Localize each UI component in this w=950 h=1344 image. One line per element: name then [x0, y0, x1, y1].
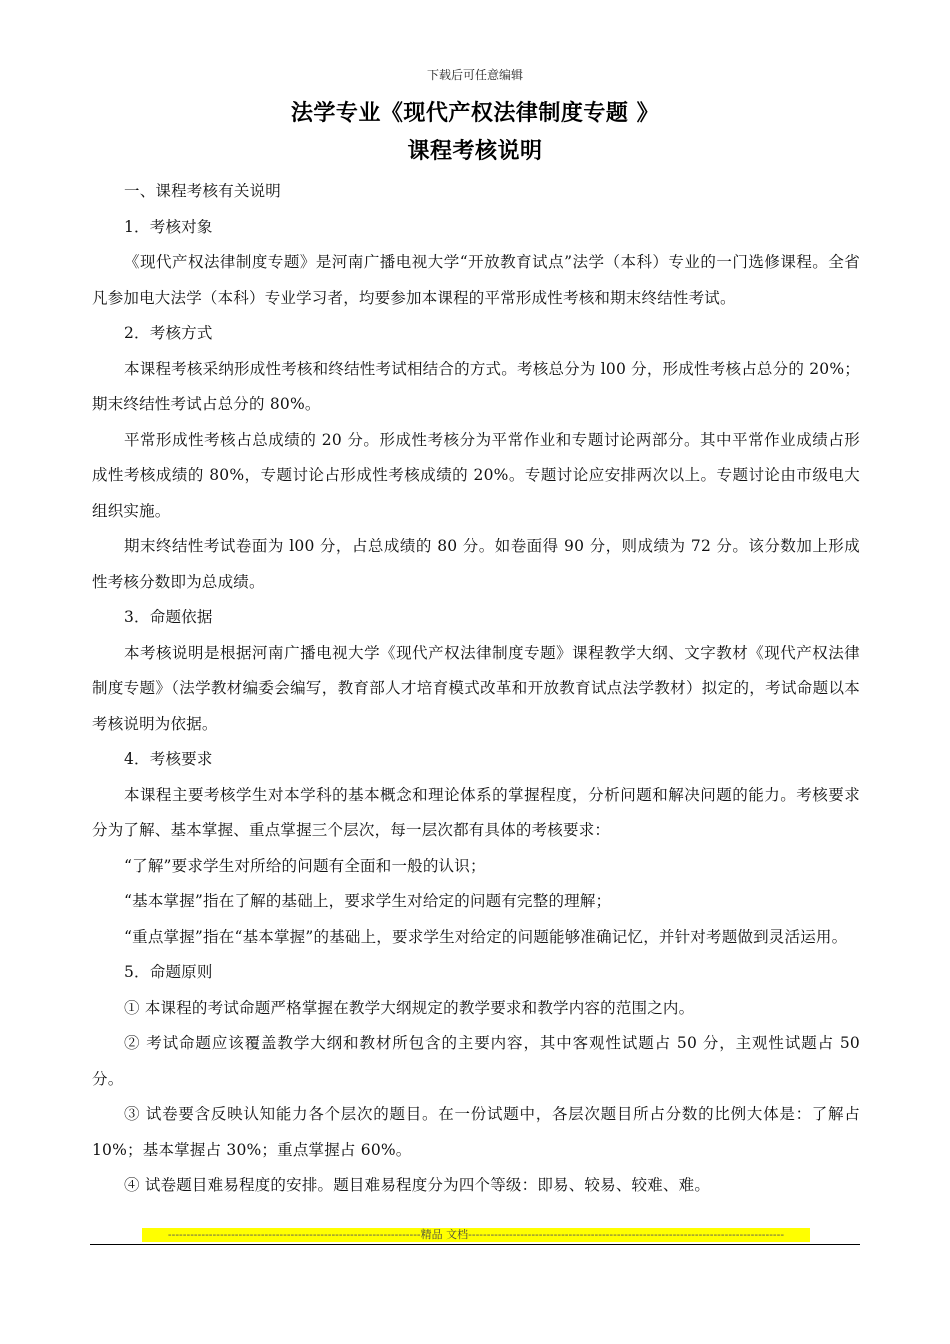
paragraph: “了解”要求学生对所给的问题有全面和一般的认识； — [124, 856, 486, 875]
paragraph: 《现代产权法律制度专题》是河南广播电视大学“开放教育试点”法学（本科）专业的一门选修课程。全省凡参加电大法学（本科）专业学习者，均要参加本课程的平常形成性考核和期末终结性考试。 — [92, 253, 860, 307]
subsection-heading: 5．命题原则 — [124, 963, 213, 981]
footer-rule — [90, 1244, 860, 1245]
subsection-heading: 4．考核要求 — [124, 750, 213, 768]
footer-dashes-left: -------------------------------------------------------------------- — [167, 1228, 421, 1241]
list-item: ③ 试卷要含反映认知能力各个层次的题目。在一份试题中，各层次题目所占分数的比例大体是：了解占 10%；基本掌握占 30%；重点掌握占 60%。 — [92, 1105, 860, 1159]
list-item: ① 本课程的考试命题严格掌握在教学大纲规定的教学要求和教学内容的范围之内。 — [124, 998, 695, 1017]
paragraph: “基本掌握”指在了解的基础上，要求学生对给定的问题有完整的理解； — [124, 892, 612, 910]
paragraph: “重点掌握”指在“基本掌握”的基础上，要求学生对给定的问题能够准确记忆，并针对考题做到灵活运用。 — [124, 927, 848, 946]
paragraph: 本课程主要考核学生对本学科的基本概念和理论体系的掌握程度，分析问题和解决问题的能力。考核要求分为了解、基本掌握、重点掌握三个层次，每一层次都有具体的考核要求： — [92, 785, 860, 839]
subsection-heading: 2．考核方式 — [124, 324, 213, 342]
section-heading: 一、课程考核有关说明 — [124, 182, 282, 200]
document-title: 法学专业《现代产权法律制度专题 》 — [290, 101, 660, 126]
list-item: ② 考试命题应该覆盖教学大纲和教材所包含的主要内容，其中客观性试题占 50 分，主观性试题占 50 分。 — [92, 1034, 860, 1088]
footer-label: 精品 文档 — [420, 1228, 469, 1241]
paragraph: 平常形成性考核占总成绩的 20 分。形成性考核分为平常作业和专题讨论两部分。其中平常作业成绩占形成性考核成绩的 80%，专题讨论占形成性考核成绩的 20%。专题讨论应安排两次以上。专题讨论由市级电大组织实施。 — [92, 430, 860, 520]
footer-banner — [142, 1228, 810, 1242]
header-note: 下载后可任意编辑 — [426, 68, 523, 82]
document-body — [92, 174, 860, 1204]
subsection-heading: 3．命题依据 — [124, 608, 213, 626]
paragraph: 本课程考核采纳形成性考核和终结性考试相结合的方式。考核总分为 l00 分，形成性考核占总分的 20%；期末终结性考试占总分的 80%。 — [92, 359, 860, 413]
subsection-heading: 1．考核对象 — [124, 217, 213, 236]
paragraph: 本考核说明是根据河南广播电视大学《现代产权法律制度专题》课程教学大纲、文字教材《现代产权法律制度专题》（法学教材编委会编写，教育部人才培育模式改革和开放教育试点法学教材）拟定的，考试命题以本考核说明为依据。 — [92, 643, 860, 733]
paragraph: 期末终结性考试卷面为 l00 分，占总成绩的 80 分。如卷面得 90 分，则成绩为 72 分。该分数加上形成性考核分数即为总成绩。 — [92, 537, 860, 591]
document-subtitle: 课程考核说明 — [407, 139, 543, 164]
list-item: ④ 试卷题目难易程度的安排。题目难易程度分为四个等级：即易、较易、较难、难。 — [124, 1176, 711, 1194]
footer-dashes-right: ------------------------------------------------------------------------------------- — [468, 1228, 785, 1241]
